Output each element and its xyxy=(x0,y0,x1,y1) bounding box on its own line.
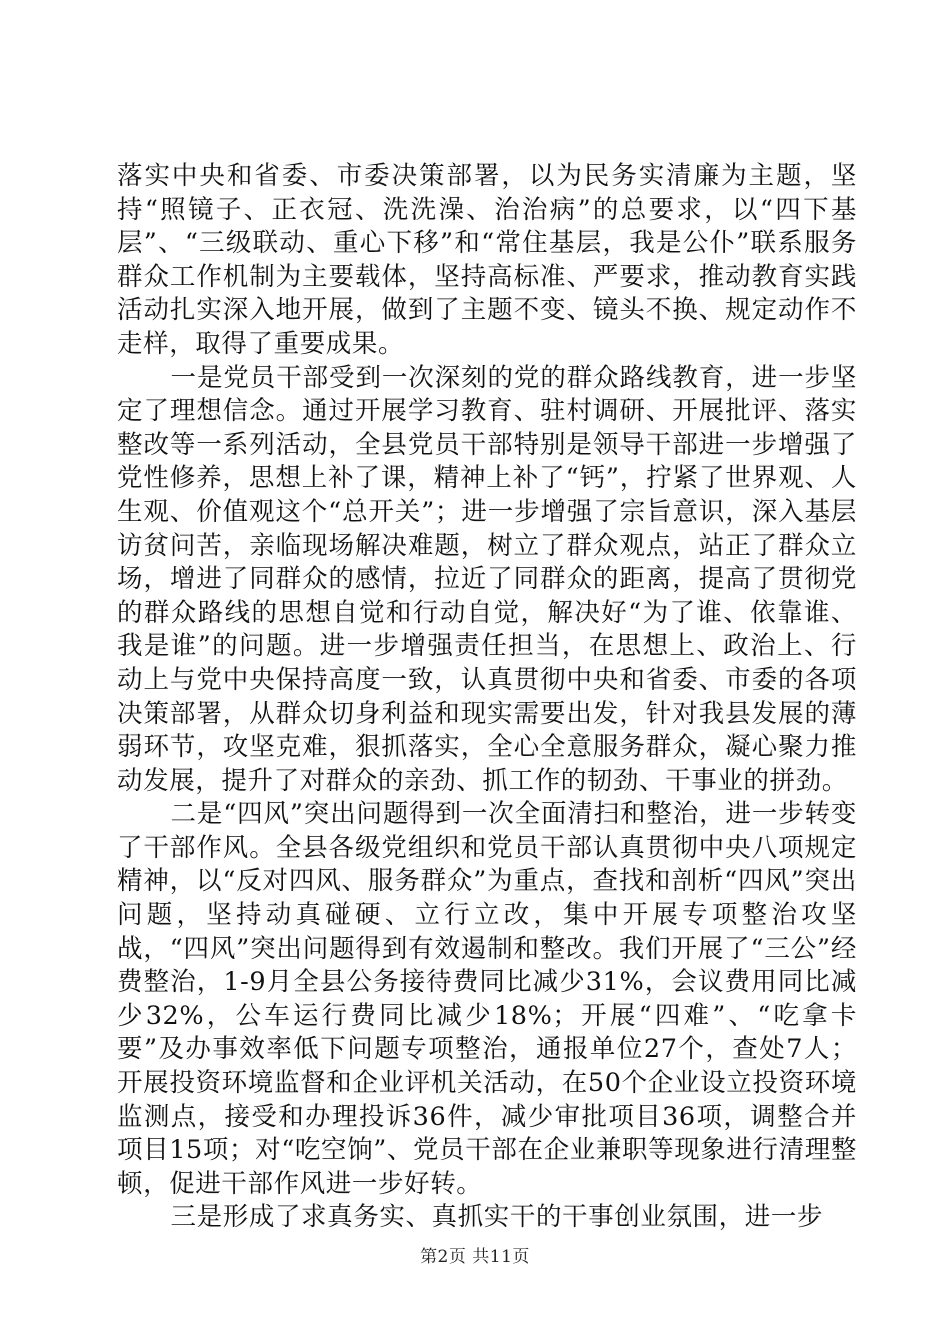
paragraph-point-one: 一是党员干部受到一次深刻的党的群众路线教育，进一步坚定了理想信念。通过开展学习教育、驻村调研、开展批评、落实整改等一系列活动，全县党员干部特别是领导干部进一步增强了党性修养，思想上补了课，精神上补了“钙”，拧紧了世界观、人生观、价值观这个“总开关”；进一步增强了宗旨意识，深入基层访贫问苦，亲临现场解决难题，树立了群众观点，站正了群众立场，增进了同群众的感情，拉近了同群众的距离，提高了贯彻党的群众路线的思想自觉和行动自觉，解决好“为了谁、依靠谁、我是谁”的问题。进一步增强责任担当，在思想上、政治上、行动上与党中央保持高度一致，认真贯彻中央和省委、市委的各项决策部署，从群众切身利益和现实需要出发，针对我县发展的薄弱环节，攻坚克难，狠抓落实，全心全意服务群众，凝心聚力推动发展，提升了对群众的亲劲、抓工作的韧劲、干事业的拼劲。 xyxy=(117,362,857,796)
document-body xyxy=(117,160,857,1235)
page-number-label: 第2页 共11页 xyxy=(420,1247,530,1267)
paragraph-point-three: 三是形成了求真务实、真抓实干的干事创业氛围，进一步 xyxy=(170,1202,824,1233)
paragraph-intro: 落实中央和省委、市委决策部署，以为民务实清廉为主题，坚持“照镜子、正衣冠、洗洗澡、治治病”的总要求，以“四下基层”、“三级联动、重心下移”和“常住基层，我是公仆”联系服务群众工作机制为主要载体，坚持高标准、严要求，推动教育实践活动扎实深入地开展，做到了主题不变、镜头不换、规定动作不走样，取得了重要成果。 xyxy=(117,161,857,359)
paragraph-point-two: 二是“四风”突出问题得到一次全面清扫和整治，进一步转变了干部作风。全县各级党组织和党员干部认真贯彻中央八项规定精神，以“反对四风、服务群众”为重点，查找和剖析“四风”突出问题，坚持动真碰硬、立行立改，集中开展专项整治攻坚战，“四风”突出问题得到有效遏制和整改。我们开展了“三公”经费整治，1-9月全县公务接待费同比减少31%，会议费用同比减少32%，公车运行费同比减少18%；开展“四难”、“吃拿卡要”及办事效率低下问题专项整治，通报单位27个，查处7人；开展投资环境监督和企业评机关活动，在50个企业设立投资环境监测点，接受和办理投诉36件，减少审批项目36项，调整合并项目15项；对“吃空饷”、党员干部在企业兼职等现象进行清理整顿，促进干部作风进一步好转。 xyxy=(117,799,857,1199)
page-footer xyxy=(0,1242,950,1267)
